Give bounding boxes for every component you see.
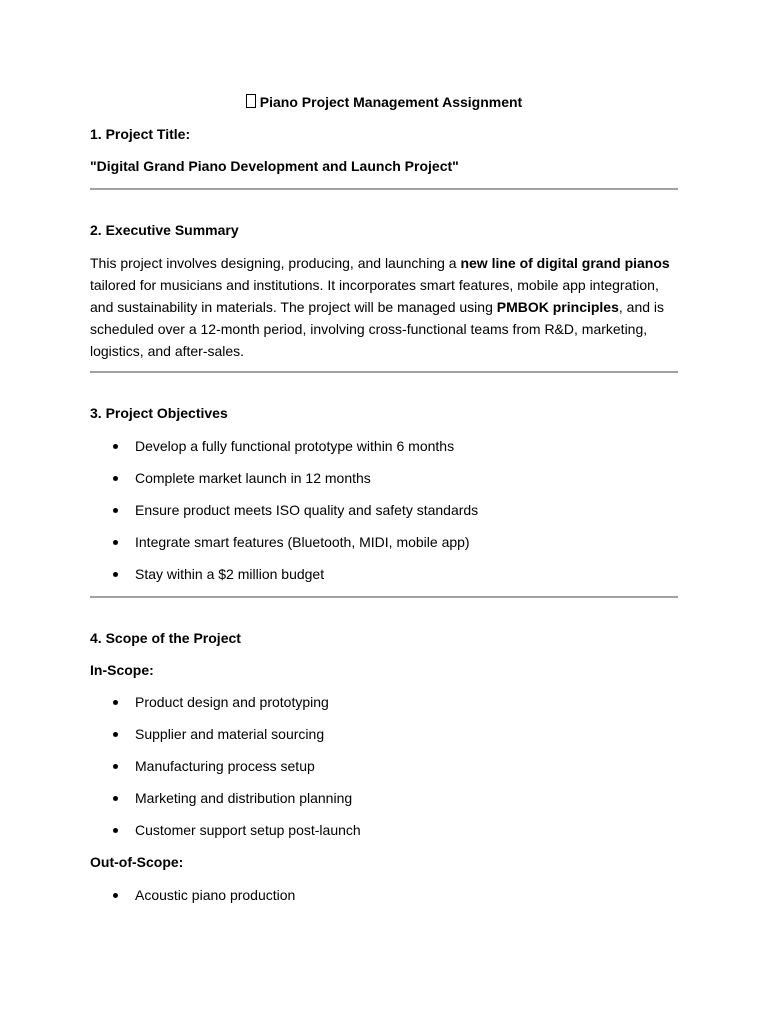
objectives-heading: 3. Project Objectives [90, 405, 228, 421]
list-item: Complete market launch in 12 months [90, 468, 678, 500]
bullet-icon [113, 572, 118, 577]
summary-text-3: , and is scheduled over a 12-month period, involving cross-functional teams from R&D, marketing, logistics, and after-sales. [90, 299, 665, 359]
bullet-icon [113, 893, 118, 898]
bullet-icon [113, 700, 118, 705]
summary-bold-2: PMBOK principles [496, 299, 619, 315]
document-title [90, 92, 678, 112]
bullet-icon [113, 764, 118, 769]
summary-text-2: tailored for musicians and institutions. It incorporates smart features, mobile app integration, and sustainability in materials. The project will be managed using [90, 277, 659, 315]
bullet-icon [113, 828, 118, 833]
executive-summary-paragraph [90, 252, 678, 362]
box-glyph-icon [246, 94, 256, 108]
project-title-heading: 1. Project Title: [90, 126, 191, 142]
scope-heading: 4. Scope of the Project [90, 630, 241, 646]
bullet-icon [113, 508, 118, 513]
summary-text-1: This project involves designing, producing, and launching a [90, 255, 461, 271]
list-item: Integrate smart features (Bluetooth, MIDI, mobile app) [90, 532, 678, 564]
list-item: Develop a fully functional prototype within 6 months [90, 436, 678, 468]
list-item: Customer support setup post-launch [90, 820, 678, 852]
project-title-text: "Digital Grand Piano Development and Launch Project" [90, 158, 459, 174]
list-item: Supplier and material sourcing [90, 724, 678, 756]
out-of-scope-list [90, 885, 678, 917]
bullet-icon [113, 540, 118, 545]
out-of-scope-heading: Out-of-Scope: [90, 854, 184, 870]
executive-summary-heading: 2. Executive Summary [90, 222, 239, 238]
document-title-text: Piano Project Management Assignment [259, 94, 523, 110]
summary-bold-1: new line of digital grand pianos [460, 255, 670, 271]
list-item: Marketing and distribution planning [90, 788, 678, 820]
list-item: Product design and prototyping [90, 692, 678, 724]
in-scope-heading: In-Scope: [90, 662, 154, 678]
bullet-icon [113, 476, 118, 481]
divider-1 [90, 188, 678, 190]
divider-3 [90, 596, 678, 598]
objectives-list [90, 436, 678, 596]
list-item: Manufacturing process setup [90, 756, 678, 788]
list-item: Stay within a $2 million budget [90, 564, 678, 596]
bullet-icon [113, 796, 118, 801]
list-item: Acoustic piano production [90, 885, 678, 917]
list-item: Ensure product meets ISO quality and safety standards [90, 500, 678, 532]
bullet-icon [113, 732, 118, 737]
divider-2 [90, 371, 678, 373]
bullet-icon [113, 444, 118, 449]
in-scope-list [90, 692, 678, 852]
